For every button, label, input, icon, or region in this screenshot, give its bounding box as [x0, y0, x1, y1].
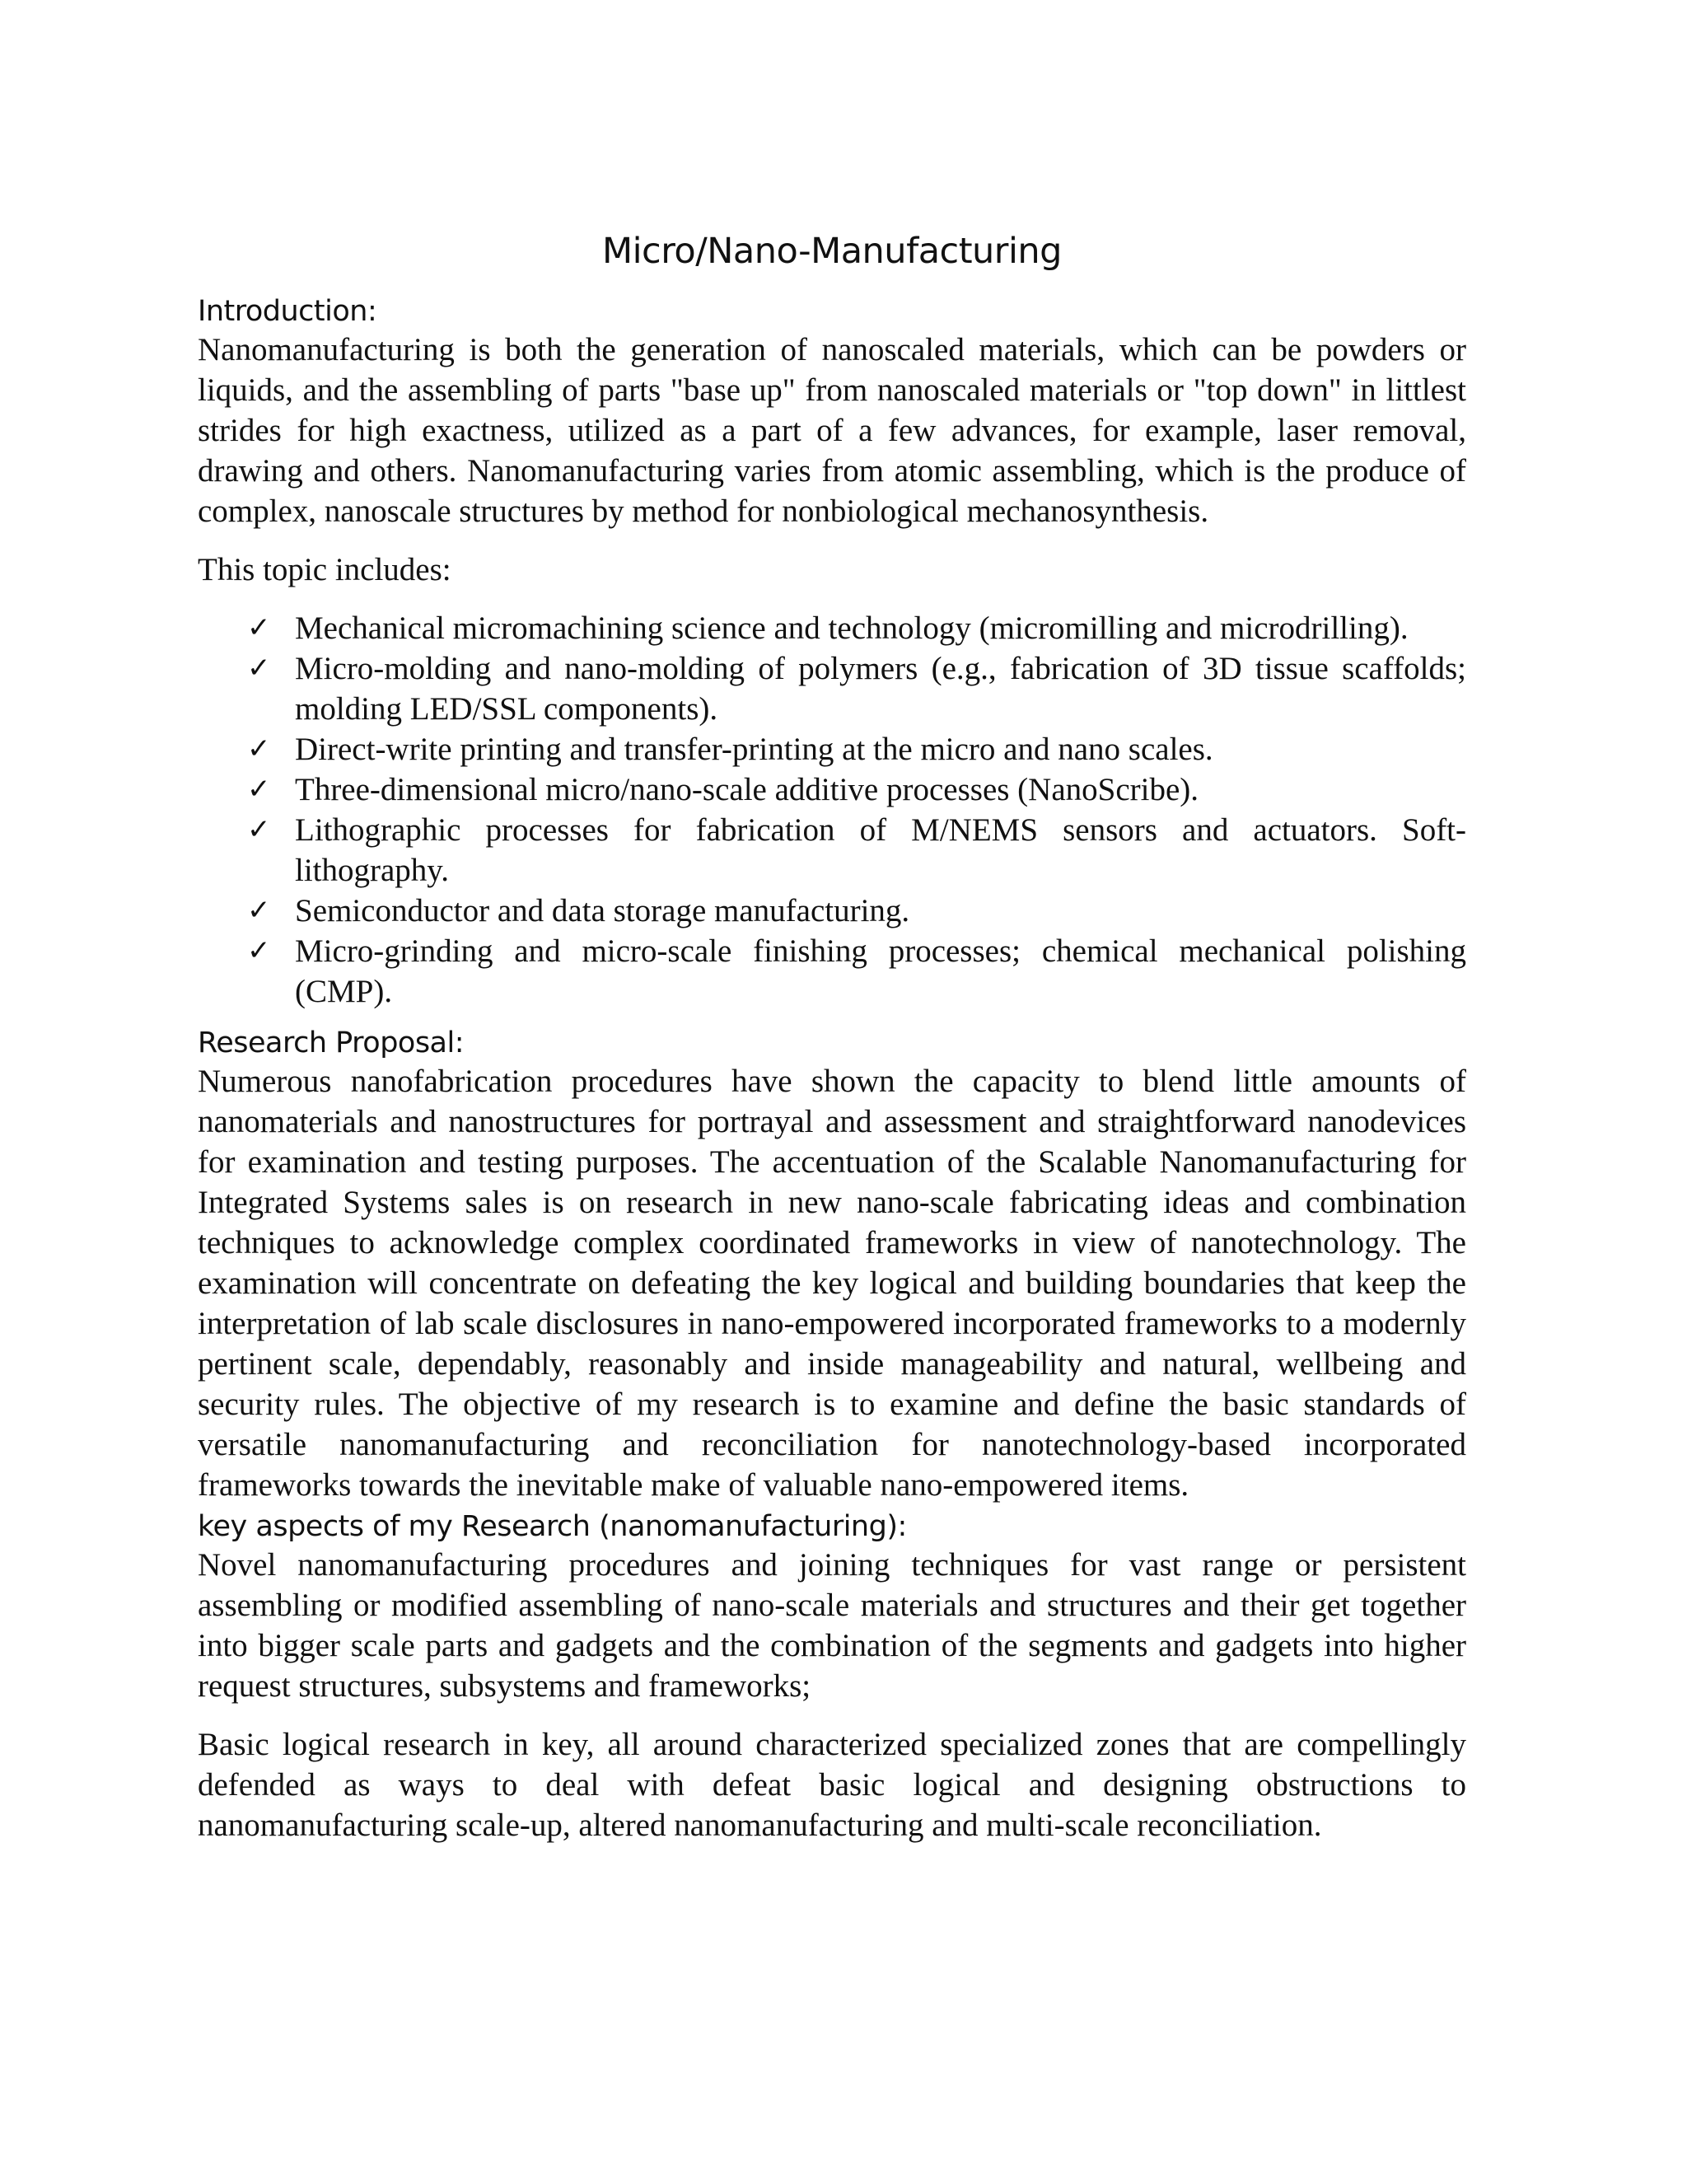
- introduction-section: [198, 295, 1466, 1012]
- check-mark-icon: ✓: [247, 894, 271, 927]
- list-item-text: Three-dimensional micro/nano-scale additive processes (NanoScribe).: [295, 772, 1199, 807]
- document-title: Micro/Nano-Manufacturing: [602, 231, 1062, 272]
- check-mark-icon: ✓: [247, 813, 271, 846]
- check-mark-icon: ✓: [247, 652, 271, 685]
- list-item-text: Micro-molding and nano-molding of polymers (e.g., fabrication of 3D tissue scaffolds; molding LED/SSL components).: [295, 651, 1466, 727]
- list-item: [198, 810, 1466, 891]
- list-item: [198, 891, 1466, 931]
- list-item-text: Direct-write printing and transfer-printing at the micro and nano scales.: [295, 732, 1213, 767]
- check-mark-icon: ✓: [247, 611, 271, 644]
- key-aspects-section: [198, 1510, 1466, 1845]
- key-aspects-heading: key aspects of my Research (nanomanufacturing):: [198, 1510, 907, 1543]
- document-page: [198, 231, 1466, 1850]
- research-proposal-heading: Research Proposal:: [198, 1027, 465, 1059]
- topic-includes-label: This topic includes:: [198, 552, 451, 587]
- list-item-text: Micro-grinding and micro-scale finishing processes; chemical mechanical polishing (CMP).: [295, 933, 1466, 1009]
- check-mark-icon: ✓: [247, 934, 271, 967]
- list-item: [198, 729, 1466, 769]
- list-item: [198, 648, 1466, 729]
- list-item-text: Semiconductor and data storage manufacturing.: [295, 893, 910, 928]
- key-aspects-paragraph-1: Novel nanomanufacturing procedures and joining techniques for vast range or persistent assembling or modified assembling of nano-scale materials and structures and their get together into bigger scale parts and gadgets and the combination of the segments and gadgets into higher request structures, subsystems and frameworks;: [198, 1547, 1466, 1704]
- check-mark-icon: ✓: [247, 732, 271, 765]
- research-proposal-section: [198, 1027, 1466, 1505]
- check-mark-icon: ✓: [247, 773, 271, 806]
- list-item: [198, 608, 1466, 648]
- introduction-heading: Introduction:: [198, 295, 377, 328]
- introduction-paragraph: Nanomanufacturing is both the generation of nanoscaled materials, which can be powders or liquids, and the assembling of parts "base up" from nanoscaled materials or "top down" in littlest strides for high exactness, utilized as a part of a few advances, for example, laser removal, drawing and others. Nanomanufacturing varies from atomic assembling, which is the produce of complex, nanoscale structures by method for nonbiological mechanosynthesis.: [198, 332, 1466, 529]
- list-item: [198, 931, 1466, 1012]
- research-proposal-paragraph: Numerous nanofabrication procedures have shown the capacity to blend little amounts of nanomaterials and nanostructures for portrayal and assessment and straightforward nanodevices for examination and testing purposes. The accentuation of the Scalable Nanomanufacturing for Integrated Systems sales is on research in new nano-scale fabricating ideas and combination techniques to acknowledge complex coordinated frameworks in view of nanotechnology. The examination will concentrate on defeating the key logical and building boundaries that keep the interpretation of lab scale disclosures in nano-empowered incorporated frameworks to a modernly pertinent scale, dependably, reasonably and inside manageability and natural, wellbeing and security rules. The objective of my research is to examine and define the basic standards of versatile nanomanufacturing and reconciliation for nanotechnology-based incorporated frameworks towards the inevitable make of valuable nano-empowered items.: [198, 1064, 1466, 1503]
- list-item-text: Mechanical micromachining science and technology (micromilling and microdrilling).: [295, 610, 1409, 646]
- list-item-text: Lithographic processes for fabrication of M/NEMS sensors and actuators. Soft-lithography.: [295, 812, 1466, 888]
- topic-checklist: [198, 608, 1466, 1012]
- key-aspects-paragraph-2: Basic logical research in key, all around characterized specialized zones that are compellingly defended as ways to deal with defeat basic logical and designing obstructions to nanomanufacturing scale-up, altered nanomanufacturing and multi-scale reconciliation.: [198, 1727, 1466, 1843]
- list-item: [198, 769, 1466, 810]
